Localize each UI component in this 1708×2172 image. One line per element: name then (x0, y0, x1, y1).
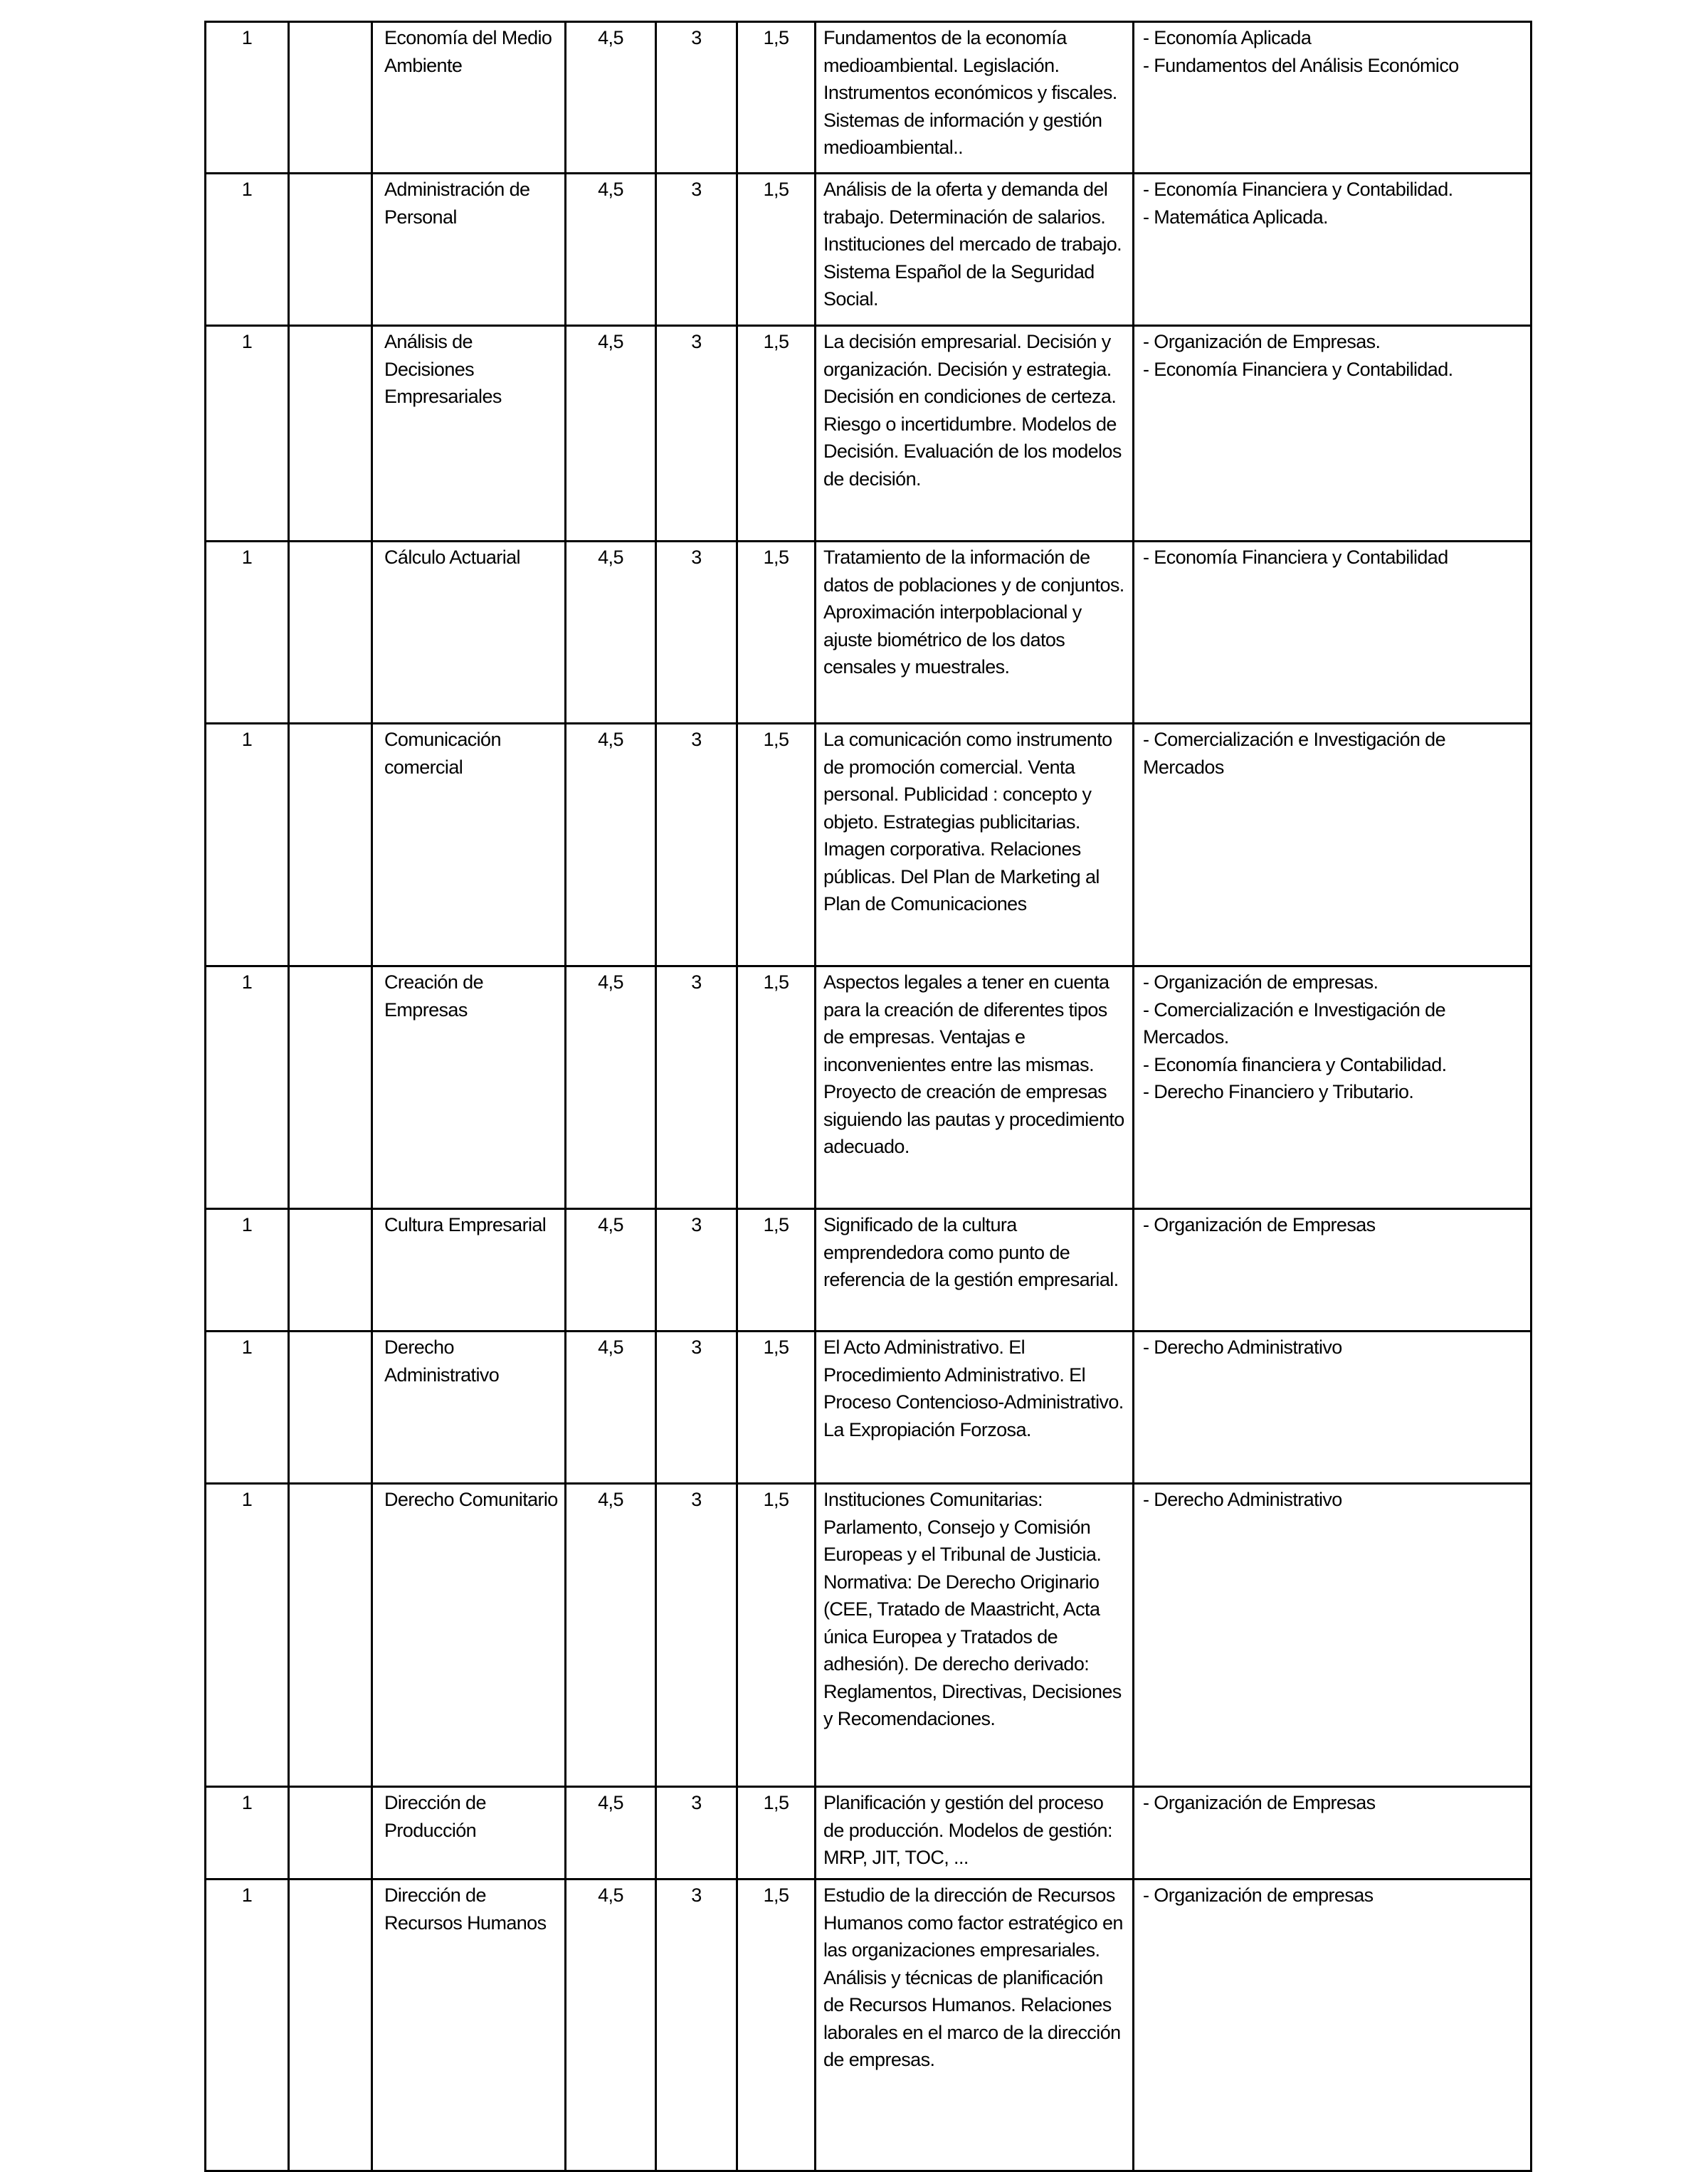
creditos-totales-cell: 4,5 (566, 542, 656, 724)
area-item: - Comercialización e Investigación de Mercados (1143, 729, 1446, 778)
creditos-practicos-cell: 1,5 (737, 1484, 816, 1787)
creditos-teoricos-cell: 3 (656, 724, 737, 966)
table-row (206, 724, 1532, 966)
creditos-totales-cell: 4,5 (566, 1332, 656, 1484)
area-item: - Comercialización e Investigación de Mercados. (1143, 998, 1446, 1048)
curso-cell: 1 (206, 1787, 289, 1880)
area-item: - Economía financiera y Contabilidad. (1143, 1053, 1447, 1075)
empty-cell (289, 1209, 372, 1332)
empty-cell (289, 22, 372, 174)
creditos-totales-cell: 4,5 (566, 1484, 656, 1787)
creditos-totales-cell: 4,5 (566, 1880, 656, 2171)
descriptor-cell: Significado de la cultura emprendedora como punto de referencia de la gestión empresarial. (816, 1209, 1134, 1332)
creditos-totales-cell: 4,5 (566, 326, 656, 542)
curso-cell: 1 (206, 1484, 289, 1787)
asignatura-cell: Derecho Administrativo (372, 1332, 566, 1484)
empty-cell (289, 542, 372, 724)
areas-cell (1134, 724, 1532, 966)
descriptor-cell: Tratamiento de la información de datos de poblaciones y de conjuntos. Aproximación interpoblacional y ajuste biométrico de los datos censales y muestrales. (816, 542, 1134, 724)
creditos-practicos-cell: 1,5 (737, 1332, 816, 1484)
asignatura-cell: Análisis de Decisiones Empresariales (372, 326, 566, 542)
area-item: - Economía Financiera y Contabilidad. (1143, 179, 1453, 200)
areas-cell (1134, 1209, 1532, 1332)
creditos-practicos-cell: 1,5 (737, 1787, 816, 1880)
creditos-practicos-cell: 1,5 (737, 22, 816, 174)
creditos-practicos-cell: 1,5 (737, 326, 816, 542)
empty-cell (289, 174, 372, 326)
area-item: - Organización de empresas (1143, 1884, 1374, 1906)
asignatura-cell: Economía del Medio Ambiente (372, 22, 566, 174)
empty-cell (289, 1787, 372, 1880)
creditos-teoricos-cell: 3 (656, 22, 737, 174)
curso-cell: 1 (206, 174, 289, 326)
creditos-totales-cell: 4,5 (566, 724, 656, 966)
creditos-totales-cell: 4,5 (566, 1209, 656, 1332)
descriptor-cell: Aspectos legales a tener en cuenta para la creación de diferentes tipos de empresas. Ventajas e inconvenientes entre las mismas. Proyecto de creación de empresas siguiendo las pautas y procedimiento adecuado. (816, 966, 1134, 1209)
table-row (206, 1332, 1532, 1484)
curso-cell: 1 (206, 326, 289, 542)
curso-cell: 1 (206, 1880, 289, 2171)
creditos-totales-cell: 4,5 (566, 966, 656, 1209)
creditos-totales-cell: 4,5 (566, 174, 656, 326)
empty-cell (289, 326, 372, 542)
curso-cell: 1 (206, 724, 289, 966)
areas-cell (1134, 542, 1532, 724)
creditos-practicos-cell: 1,5 (737, 174, 816, 326)
area-item: - Fundamentos del Análisis Económico (1143, 54, 1459, 76)
table-row (206, 542, 1532, 724)
creditos-teoricos-cell: 3 (656, 326, 737, 542)
curso-cell: 1 (206, 1209, 289, 1332)
creditos-teoricos-cell: 3 (656, 1332, 737, 1484)
asignatura-cell: Comunicación comercial (372, 724, 566, 966)
areas-cell (1134, 966, 1532, 1209)
area-item: - Derecho Financiero y Tributario. (1143, 1081, 1414, 1102)
area-item: - Economía Aplicada (1143, 27, 1312, 48)
areas-cell (1134, 174, 1532, 326)
asignatura-cell: Dirección de Producción (372, 1787, 566, 1880)
area-item: - Organización de Empresas. (1143, 331, 1381, 352)
area-item: - Derecho Administrativo (1143, 1337, 1342, 1358)
table-row (206, 174, 1532, 326)
table-row (206, 22, 1532, 174)
descriptor-cell: Fundamentos de la economía medioambiental. Legislación. Instrumentos económicos y fiscales. Sistemas de información y gestión medioambiental.. (816, 22, 1134, 174)
creditos-teoricos-cell: 3 (656, 174, 737, 326)
curso-cell: 1 (206, 22, 289, 174)
area-item: - Economía Financiera y Contabilidad. (1143, 358, 1453, 380)
descriptor-cell: La comunicación como instrumento de promoción comercial. Venta personal. Publicidad : concepto y objeto. Estrategias publicitarias. Imagen corporativa. Relaciones públicas. Del Plan de Marketing al Plan de Comunicaciones (816, 724, 1134, 966)
table-body (206, 22, 1532, 2171)
asignatura-cell: Creación de Empresas (372, 966, 566, 1209)
creditos-practicos-cell: 1,5 (737, 724, 816, 966)
creditos-totales-cell: 4,5 (566, 22, 656, 174)
empty-cell (289, 1332, 372, 1484)
area-item: - Economía Financiera y Contabilidad (1143, 547, 1448, 568)
asignatura-cell: Administración de Personal (372, 174, 566, 326)
curso-cell: 1 (206, 1332, 289, 1484)
creditos-practicos-cell: 1,5 (737, 1880, 816, 2171)
areas-cell (1134, 22, 1532, 174)
creditos-practicos-cell: 1,5 (737, 1209, 816, 1332)
creditos-practicos-cell: 1,5 (737, 966, 816, 1209)
creditos-practicos-cell: 1,5 (737, 542, 816, 724)
creditos-teoricos-cell: 3 (656, 966, 737, 1209)
descriptor-cell: La decisión empresarial. Decisión y organización. Decisión y estrategia. Decisión en condiciones de certeza. Riesgo o incertidumbre. Modelos de Decisión. Evaluación de los modelos de decisión. (816, 326, 1134, 542)
empty-cell (289, 1484, 372, 1787)
area-item: - Organización de Empresas (1143, 1792, 1376, 1813)
descriptor-cell: Planificación y gestión del proceso de producción. Modelos de gestión: MRP, JIT, TOC, ... (816, 1787, 1134, 1880)
creditos-teoricos-cell: 3 (656, 1484, 737, 1787)
descriptor-cell: Instituciones Comunitarias: Parlamento, Consejo y Comisión Europeas y el Tribunal de Justicia. Normativa: De Derecho Originario (CEE, Tratado de Maastricht, Acta única Europea y Tratados de adhesión). De derecho derivado: Reglamentos, Directivas, Decisiones y Recomendaciones. (816, 1484, 1134, 1787)
area-item: - Organización de Empresas (1143, 1214, 1376, 1235)
curso-cell: 1 (206, 966, 289, 1209)
areas-cell (1134, 1880, 1532, 2171)
empty-cell (289, 1880, 372, 2171)
subjects-table (204, 21, 1532, 2172)
area-item: - Matemática Aplicada. (1143, 206, 1328, 228)
curso-cell: 1 (206, 542, 289, 724)
creditos-totales-cell: 4,5 (566, 1787, 656, 1880)
area-item: - Derecho Administrativo (1143, 1489, 1342, 1510)
asignatura-cell: Derecho Comunitario (372, 1484, 566, 1787)
table-row (206, 1209, 1532, 1332)
creditos-teoricos-cell: 3 (656, 542, 737, 724)
creditos-teoricos-cell: 3 (656, 1787, 737, 1880)
table-row (206, 966, 1532, 1209)
areas-cell (1134, 1787, 1532, 1880)
descriptor-cell: Análisis de la oferta y demanda del trabajo. Determinación de salarios. Instituciones del mercado de trabajo. Sistema Español de la Seguridad Social. (816, 174, 1134, 326)
table-row (206, 1787, 1532, 1880)
table-row (206, 1880, 1532, 2171)
descriptor-cell: El Acto Administrativo. El Procedimiento Administrativo. El Proceso Contencioso-Administrativo. La Expropiación Forzosa. (816, 1332, 1134, 1484)
areas-cell (1134, 326, 1532, 542)
table-row (206, 326, 1532, 542)
creditos-teoricos-cell: 3 (656, 1880, 737, 2171)
descriptor-cell: Estudio de la dirección de Recursos Humanos como factor estratégico en las organizaciones empresariales. Análisis y técnicas de planificación de Recursos Humanos. Relaciones laborales en el marco de la dirección de empresas. (816, 1880, 1134, 2171)
areas-cell (1134, 1332, 1532, 1484)
table-row (206, 1484, 1532, 1787)
asignatura-cell: Cálculo Actuarial (372, 542, 566, 724)
asignatura-cell: Dirección de Recursos Humanos (372, 1880, 566, 2171)
areas-cell (1134, 1484, 1532, 1787)
empty-cell (289, 724, 372, 966)
area-item: - Organización de empresas. (1143, 971, 1378, 993)
empty-cell (289, 966, 372, 1209)
creditos-teoricos-cell: 3 (656, 1209, 737, 1332)
asignatura-cell: Cultura Empresarial (372, 1209, 566, 1332)
